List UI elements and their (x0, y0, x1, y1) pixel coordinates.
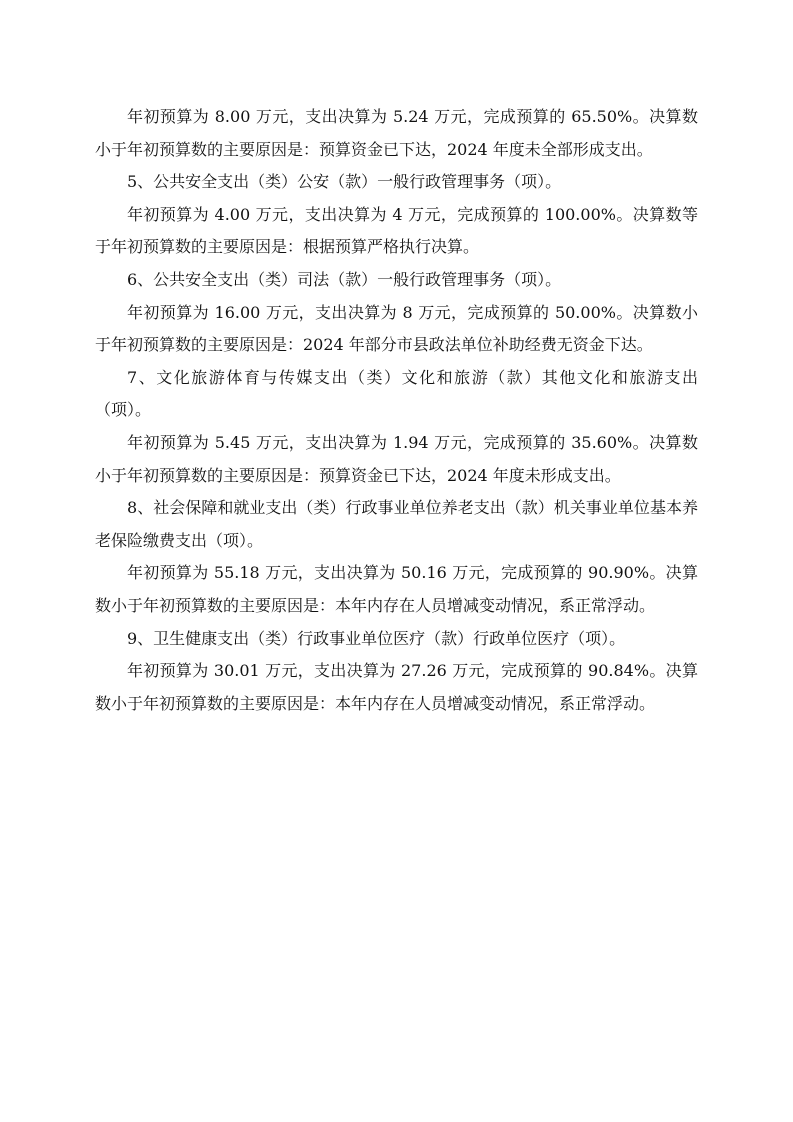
paragraph-item-6-heading: 6、公共安全支出（类）司法（款）一般行政管理事务（项）。 (127, 269, 562, 289)
paragraph-item-9-heading: 9、卫生健康支出（类）行政事业单位医疗（款）行政单位医疗（项）。 (127, 628, 626, 648)
paragraph-item-4-detail: 年初预算为 8.00 万元，支出决算为 5.24 万元，完成预算的 65.50%。决算数小于年初预算数的主要原因是：预算资金已下达，2024 年度未全部形成支出。 (95, 107, 698, 159)
paragraph-item-7-detail: 年初预算为 5.45 万元，支出决算为 1.94 万元，完成预算的 35.60%。决算数小于年初预算数的主要原因是：预算资金已下达，2024 年度未形成支出。 (95, 432, 698, 485)
paragraph-item-9-detail: 年初预算为 30.01 万元，支出决算为 27.26 万元，完成预算的 90.84%。决算数小于年初预算数的主要原因是：本年内存在人员增减变动情况，系正常浮动。 (95, 661, 698, 713)
paragraph-item-8-heading: 8、社会保障和就业支出（类）行政事业单位养老支出（款）机关事业单位基本养老保险缴费支出（项）。 (95, 498, 698, 550)
paragraph-item-5-detail: 年初预算为 4.00 万元，支出决算为 4 万元，完成预算的 100.00%。决算数等于年初预算数的主要原因是：根据预算严格执行决算。 (95, 204, 698, 257)
paragraph-item-8-detail: 年初预算为 55.18 万元，支出决算为 50.16 万元，完成预算的 90.90%。决算数小于年初预算数的主要原因是：本年内存在人员增减变动情况，系正常浮动。 (95, 563, 698, 615)
paragraph-item-7-heading: 7、文化旅游体育与传媒支出（类）文化和旅游（款）其他文化和旅游支出（项）。 (95, 367, 698, 420)
paragraph-item-5-heading: 5、公共安全支出（类）公安（款）一般行政管理事务（项）。 (127, 172, 562, 192)
document-page (95, 101, 698, 720)
paragraph-item-6-detail: 年初预算为 16.00 万元，支出决算为 8 万元，完成预算的 50.00%。决算数小于年初预算数的主要原因是：2024 年部分市县政法单位补助经费无资金下达。 (95, 302, 698, 355)
